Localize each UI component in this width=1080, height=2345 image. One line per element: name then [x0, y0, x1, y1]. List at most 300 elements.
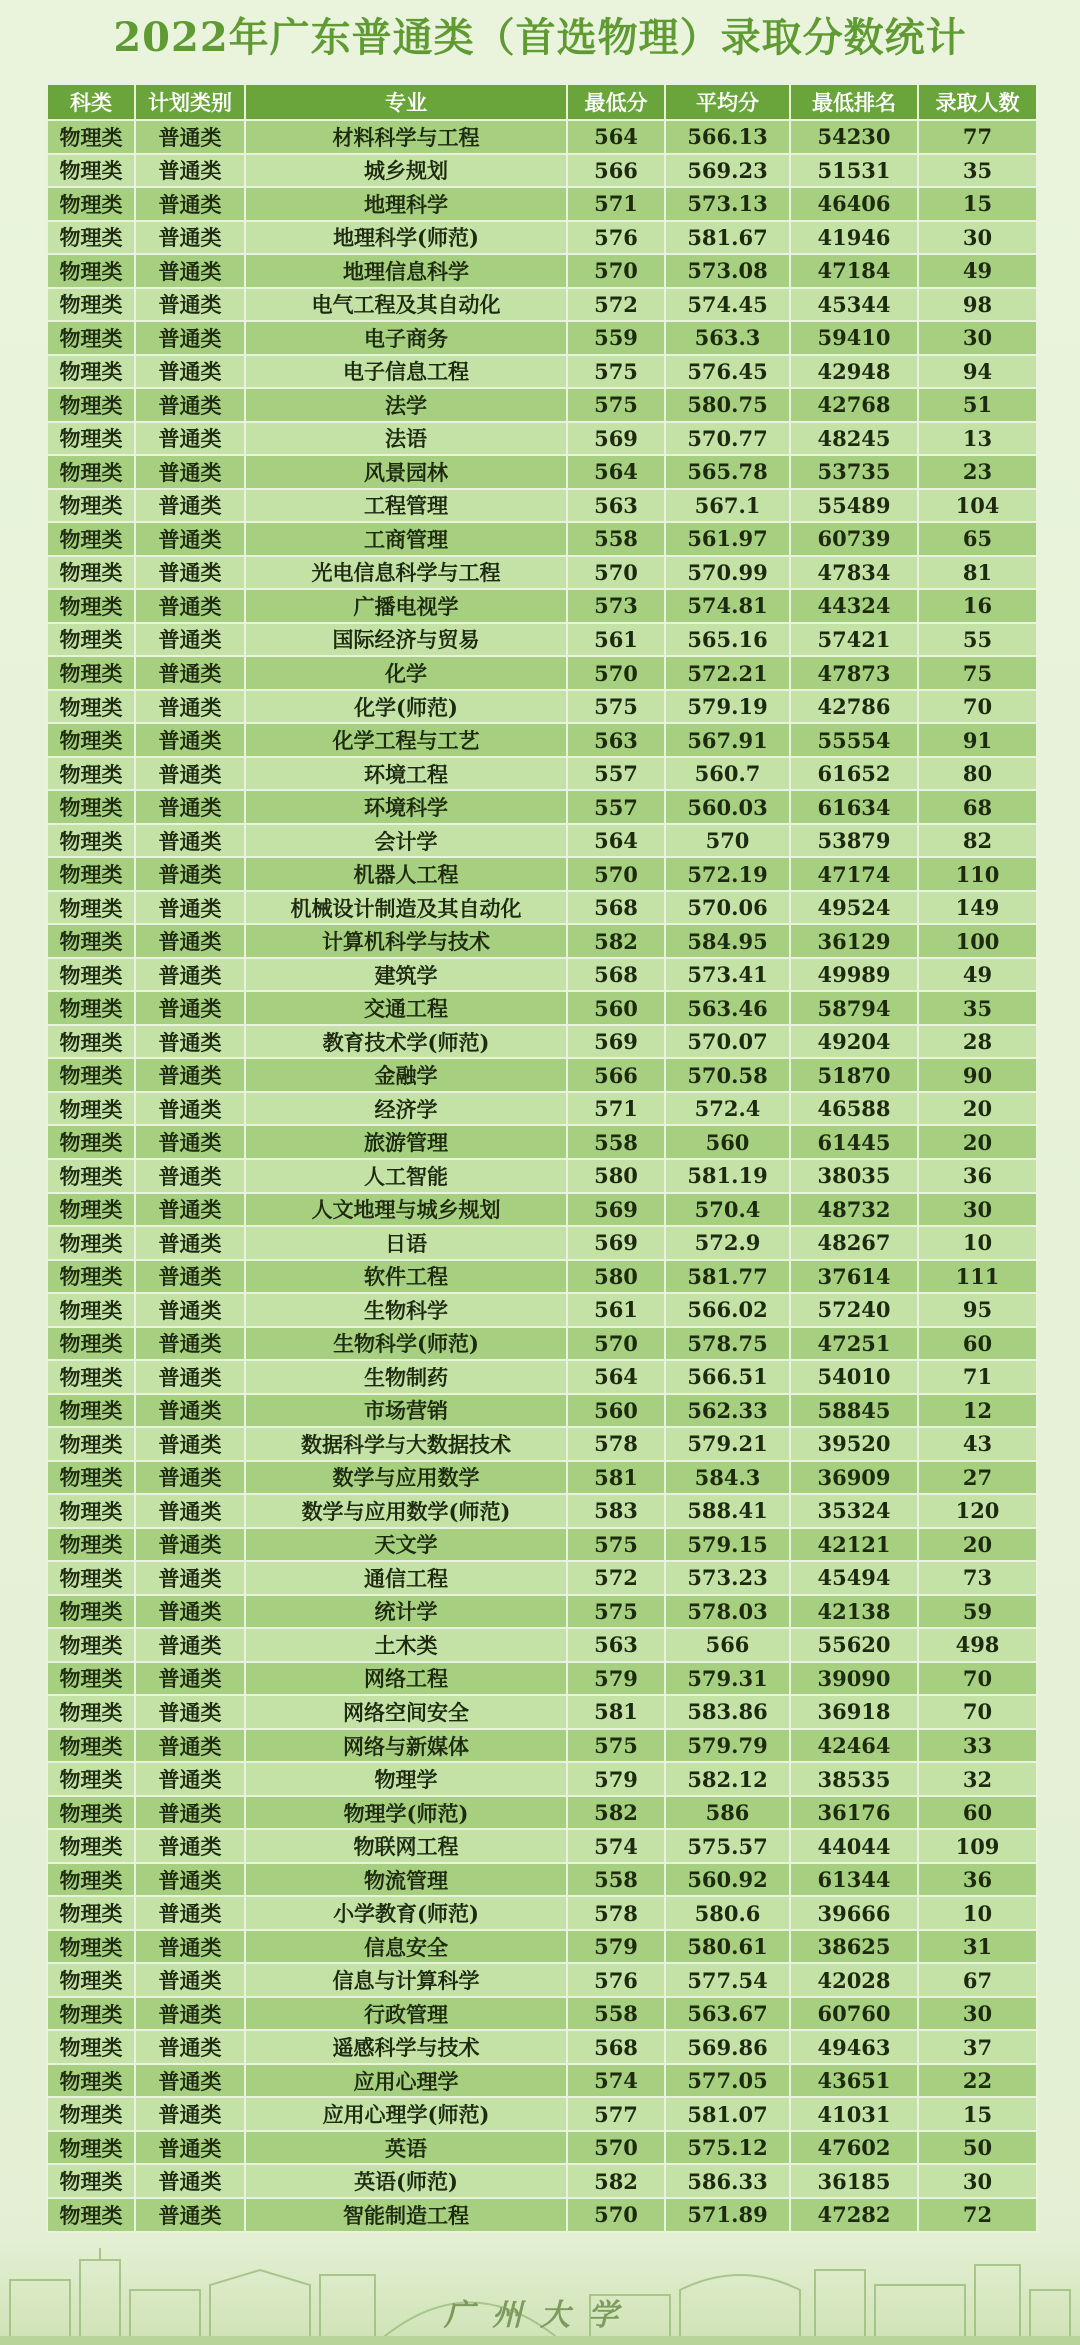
min-score-cell: 580	[567, 1260, 665, 1294]
avg-score-cell: 582.12	[665, 1762, 790, 1796]
subject-type-cell: 物理类	[47, 1729, 135, 1763]
major-cell: 数学与应用数学(师范)	[245, 1494, 567, 1528]
admitted-count-cell: 28	[918, 1025, 1037, 1059]
admitted-count-cell: 30	[918, 1193, 1037, 1227]
table-row	[47, 690, 1037, 724]
min-rank-cell: 37614	[790, 1260, 918, 1294]
avg-score-cell: 566.02	[665, 1293, 790, 1327]
table-row	[47, 1125, 1037, 1159]
table-row	[47, 1829, 1037, 1863]
min-rank-cell: 42786	[790, 690, 918, 724]
admitted-count-cell: 498	[918, 1628, 1037, 1662]
subject-type-cell: 物理类	[47, 154, 135, 188]
plan-type-cell: 普通类	[135, 388, 245, 422]
min-rank-cell: 42464	[790, 1729, 918, 1763]
subject-type-cell: 物理类	[47, 1159, 135, 1193]
table-row	[47, 1997, 1037, 2031]
table-row	[47, 924, 1037, 958]
min-rank-cell: 36185	[790, 2164, 918, 2198]
min-rank-cell: 38625	[790, 1930, 918, 1964]
plan-type-cell: 普通类	[135, 221, 245, 255]
avg-score-cell: 579.19	[665, 690, 790, 724]
major-cell: 地理信息科学	[245, 254, 567, 288]
subject-type-cell: 物理类	[47, 1327, 135, 1361]
avg-score-cell: 571.89	[665, 2198, 790, 2232]
subject-type-cell: 物理类	[47, 2131, 135, 2165]
subject-type-cell: 物理类	[47, 321, 135, 355]
min-rank-cell: 44044	[790, 1829, 918, 1863]
subject-type-cell: 物理类	[47, 2064, 135, 2098]
major-cell: 城乡规划	[245, 154, 567, 188]
major-cell: 数学与应用数学	[245, 1461, 567, 1495]
admitted-count-cell: 80	[918, 757, 1037, 791]
table-row	[47, 1327, 1037, 1361]
avg-score-cell: 577.05	[665, 2064, 790, 2098]
plan-type-cell: 普通类	[135, 2064, 245, 2098]
table-row	[47, 1394, 1037, 1428]
avg-score-cell: 584.95	[665, 924, 790, 958]
min-score-cell: 561	[567, 623, 665, 657]
min-score-cell: 569	[567, 422, 665, 456]
subject-type-cell: 物理类	[47, 1796, 135, 1830]
major-cell: 电子商务	[245, 321, 567, 355]
subject-type-cell: 物理类	[47, 221, 135, 255]
plan-type-cell: 普通类	[135, 690, 245, 724]
avg-score-cell: 572.19	[665, 857, 790, 891]
table-row	[47, 857, 1037, 891]
min-rank-cell: 46406	[790, 187, 918, 221]
subject-type-cell: 物理类	[47, 690, 135, 724]
subject-type-cell: 物理类	[47, 857, 135, 891]
table-row	[47, 221, 1037, 255]
avg-score-cell: 565.16	[665, 623, 790, 657]
major-cell: 法学	[245, 388, 567, 422]
table-row	[47, 1729, 1037, 1763]
min-rank-cell: 51531	[790, 154, 918, 188]
table-row	[47, 1662, 1037, 1696]
min-rank-cell: 59410	[790, 321, 918, 355]
avg-score-cell: 573.08	[665, 254, 790, 288]
subject-type-cell: 物理类	[47, 1930, 135, 1964]
subject-type-cell: 物理类	[47, 1963, 135, 1997]
table-row	[47, 1360, 1037, 1394]
plan-type-cell: 普通类	[135, 1695, 245, 1729]
major-cell: 日语	[245, 1226, 567, 1260]
min-rank-cell: 61445	[790, 1125, 918, 1159]
avg-score-cell: 565.78	[665, 455, 790, 489]
table-row	[47, 254, 1037, 288]
avg-score-cell: 573.41	[665, 958, 790, 992]
table-row	[47, 1092, 1037, 1126]
admitted-count-cell: 95	[918, 1293, 1037, 1327]
major-cell: 行政管理	[245, 1997, 567, 2031]
subject-type-cell: 物理类	[47, 1125, 135, 1159]
min-rank-cell: 55620	[790, 1628, 918, 1662]
plan-type-cell: 普通类	[135, 1528, 245, 1562]
subject-type-cell: 物理类	[47, 355, 135, 389]
plan-type-cell: 普通类	[135, 1327, 245, 1361]
admitted-count-cell: 71	[918, 1360, 1037, 1394]
table-row	[47, 288, 1037, 322]
table-row	[47, 1896, 1037, 1930]
table-row	[47, 1595, 1037, 1629]
campus-skyline-footer	[0, 2240, 1080, 2345]
major-cell: 英语(师范)	[245, 2164, 567, 2198]
major-cell: 软件工程	[245, 1260, 567, 1294]
admitted-count-cell: 109	[918, 1829, 1037, 1863]
min-score-cell: 564	[567, 1360, 665, 1394]
major-cell: 法语	[245, 422, 567, 456]
major-cell: 工商管理	[245, 522, 567, 556]
plan-type-cell: 普通类	[135, 1595, 245, 1629]
table-row	[47, 2064, 1037, 2098]
subject-type-cell: 物理类	[47, 1260, 135, 1294]
min-score-cell: 564	[567, 120, 665, 154]
major-cell: 数据科学与大数据技术	[245, 1427, 567, 1461]
plan-type-cell: 普通类	[135, 1662, 245, 1696]
min-score-cell: 570	[567, 1327, 665, 1361]
min-rank-cell: 61652	[790, 757, 918, 791]
table-row	[47, 2097, 1037, 2131]
major-cell: 化学工程与工艺	[245, 723, 567, 757]
admitted-count-cell: 33	[918, 1729, 1037, 1763]
admitted-count-cell: 110	[918, 857, 1037, 891]
avg-score-cell: 570	[665, 824, 790, 858]
subject-type-cell: 物理类	[47, 522, 135, 556]
plan-type-cell: 普通类	[135, 1260, 245, 1294]
plan-type-cell: 普通类	[135, 2198, 245, 2232]
min-rank-cell: 39520	[790, 1427, 918, 1461]
table-row	[47, 355, 1037, 389]
table-row	[47, 757, 1037, 791]
min-score-cell: 581	[567, 1695, 665, 1729]
table-row	[47, 1461, 1037, 1495]
major-cell: 天文学	[245, 1528, 567, 1562]
table-row	[47, 1427, 1037, 1461]
plan-type-cell: 普通类	[135, 1997, 245, 2031]
plan-type-cell: 普通类	[135, 154, 245, 188]
major-cell: 机械设计制造及其自动化	[245, 891, 567, 925]
avg-score-cell: 578.75	[665, 1327, 790, 1361]
min-score-cell: 564	[567, 824, 665, 858]
major-cell: 物流管理	[245, 1863, 567, 1897]
plan-type-cell: 普通类	[135, 891, 245, 925]
min-score-cell: 557	[567, 790, 665, 824]
avg-score-cell: 586	[665, 1796, 790, 1830]
min-score-cell: 569	[567, 1025, 665, 1059]
min-score-cell: 558	[567, 1125, 665, 1159]
admitted-count-cell: 32	[918, 1762, 1037, 1796]
plan-type-cell: 普通类	[135, 924, 245, 958]
subject-type-cell: 物理类	[47, 757, 135, 791]
avg-score-cell: 560	[665, 1125, 790, 1159]
major-cell: 电子信息工程	[245, 355, 567, 389]
subject-type-cell: 物理类	[47, 1360, 135, 1394]
min-rank-cell: 47282	[790, 2198, 918, 2232]
admitted-count-cell: 30	[918, 221, 1037, 255]
min-rank-cell: 46588	[790, 1092, 918, 1126]
table-row	[47, 321, 1037, 355]
table-row	[47, 1963, 1037, 1997]
major-cell: 物联网工程	[245, 1829, 567, 1863]
subject-type-cell: 物理类	[47, 422, 135, 456]
min-score-cell: 568	[567, 958, 665, 992]
admitted-count-cell: 49	[918, 958, 1037, 992]
admitted-count-cell: 70	[918, 1695, 1037, 1729]
plan-type-cell: 普通类	[135, 422, 245, 456]
subject-type-cell: 物理类	[47, 991, 135, 1025]
min-rank-cell: 41031	[790, 2097, 918, 2131]
min-rank-cell: 45344	[790, 288, 918, 322]
admitted-count-cell: 20	[918, 1125, 1037, 1159]
subject-type-cell: 物理类	[47, 1863, 135, 1897]
min-rank-cell: 60760	[790, 1997, 918, 2031]
min-rank-cell: 36909	[790, 1461, 918, 1495]
min-rank-cell: 55554	[790, 723, 918, 757]
admitted-count-cell: 72	[918, 2198, 1037, 2232]
min-score-cell: 575	[567, 690, 665, 724]
min-rank-cell: 41946	[790, 221, 918, 255]
min-score-cell: 577	[567, 2097, 665, 2131]
subject-type-cell: 物理类	[47, 1829, 135, 1863]
subject-type-cell: 物理类	[47, 1997, 135, 2031]
avg-score-cell: 581.77	[665, 1260, 790, 1294]
plan-type-cell: 普通类	[135, 824, 245, 858]
avg-score-cell: 569.86	[665, 2030, 790, 2064]
subject-type-cell: 物理类	[47, 1394, 135, 1428]
major-cell: 环境工程	[245, 757, 567, 791]
table-row	[47, 1025, 1037, 1059]
subject-type-cell: 物理类	[47, 790, 135, 824]
major-cell: 地理科学(师范)	[245, 221, 567, 255]
min-rank-cell: 58794	[790, 991, 918, 1025]
admitted-count-cell: 65	[918, 522, 1037, 556]
subject-type-cell: 物理类	[47, 2030, 135, 2064]
min-rank-cell: 45494	[790, 1561, 918, 1595]
avg-score-cell: 579.79	[665, 1729, 790, 1763]
plan-type-cell: 普通类	[135, 1729, 245, 1763]
admitted-count-cell: 70	[918, 690, 1037, 724]
min-score-cell: 560	[567, 991, 665, 1025]
min-rank-cell: 36129	[790, 924, 918, 958]
admitted-count-cell: 55	[918, 623, 1037, 657]
avg-score-cell: 586.33	[665, 2164, 790, 2198]
subject-type-cell: 物理类	[47, 2164, 135, 2198]
plan-type-cell: 普通类	[135, 1025, 245, 1059]
col-header-min-rank: 最低排名	[790, 84, 918, 120]
min-score-cell: 560	[567, 1394, 665, 1428]
plan-type-cell: 普通类	[135, 1394, 245, 1428]
subject-type-cell: 物理类	[47, 2097, 135, 2131]
admitted-count-cell: 90	[918, 1058, 1037, 1092]
table-header-row	[47, 84, 1037, 120]
major-cell: 生物制药	[245, 1360, 567, 1394]
table-row	[47, 790, 1037, 824]
col-header-subject-type: 科类	[47, 84, 135, 120]
table-row	[47, 1260, 1037, 1294]
subject-type-cell: 物理类	[47, 1461, 135, 1495]
plan-type-cell: 普通类	[135, 455, 245, 489]
plan-type-cell: 普通类	[135, 556, 245, 590]
plan-type-cell: 普通类	[135, 1762, 245, 1796]
major-cell: 生物科学	[245, 1293, 567, 1327]
admitted-count-cell: 10	[918, 1226, 1037, 1260]
avg-score-cell: 574.45	[665, 288, 790, 322]
admitted-count-cell: 20	[918, 1092, 1037, 1126]
min-rank-cell: 61634	[790, 790, 918, 824]
avg-score-cell: 584.3	[665, 1461, 790, 1495]
plan-type-cell: 普通类	[135, 1058, 245, 1092]
admitted-count-cell: 94	[918, 355, 1037, 389]
subject-type-cell: 物理类	[47, 1092, 135, 1126]
table-row	[47, 824, 1037, 858]
plan-type-cell: 普通类	[135, 355, 245, 389]
admitted-count-cell: 20	[918, 1528, 1037, 1562]
admitted-count-cell: 120	[918, 1494, 1037, 1528]
avg-score-cell: 570.58	[665, 1058, 790, 1092]
admitted-count-cell: 60	[918, 1796, 1037, 1830]
subject-type-cell: 物理类	[47, 1695, 135, 1729]
major-cell: 土木类	[245, 1628, 567, 1662]
min-score-cell: 576	[567, 221, 665, 255]
plan-type-cell: 普通类	[135, 723, 245, 757]
plan-type-cell: 普通类	[135, 623, 245, 657]
plan-type-cell: 普通类	[135, 1159, 245, 1193]
subject-type-cell: 物理类	[47, 2198, 135, 2232]
avg-score-cell: 570.06	[665, 891, 790, 925]
min-score-cell: 570	[567, 254, 665, 288]
subject-type-cell: 物理类	[47, 489, 135, 523]
min-rank-cell: 43651	[790, 2064, 918, 2098]
table-row	[47, 154, 1037, 188]
plan-type-cell: 普通类	[135, 1796, 245, 1830]
subject-type-cell: 物理类	[47, 1427, 135, 1461]
min-rank-cell: 47873	[790, 656, 918, 690]
table-row	[47, 422, 1037, 456]
table-row	[47, 522, 1037, 556]
plan-type-cell: 普通类	[135, 656, 245, 690]
table-row	[47, 1695, 1037, 1729]
subject-type-cell: 物理类	[47, 556, 135, 590]
table-row	[47, 2198, 1037, 2232]
admitted-count-cell: 36	[918, 1159, 1037, 1193]
avg-score-cell: 579.31	[665, 1662, 790, 1696]
admitted-count-cell: 59	[918, 1595, 1037, 1629]
min-rank-cell: 48267	[790, 1226, 918, 1260]
min-rank-cell: 36176	[790, 1796, 918, 1830]
table-row	[47, 1930, 1037, 1964]
table-row	[47, 2164, 1037, 2198]
plan-type-cell: 普通类	[135, 1293, 245, 1327]
min-score-cell: 579	[567, 1762, 665, 1796]
min-rank-cell: 48732	[790, 1193, 918, 1227]
min-score-cell: 564	[567, 455, 665, 489]
subject-type-cell: 物理类	[47, 1293, 135, 1327]
col-header-min-score: 最低分	[567, 84, 665, 120]
subject-type-cell: 物理类	[47, 1528, 135, 1562]
plan-type-cell: 普通类	[135, 2030, 245, 2064]
min-score-cell: 571	[567, 187, 665, 221]
major-cell: 统计学	[245, 1595, 567, 1629]
table-row	[47, 388, 1037, 422]
table-row	[47, 656, 1037, 690]
plan-type-cell: 普通类	[135, 321, 245, 355]
major-cell: 广播电视学	[245, 589, 567, 623]
admitted-count-cell: 43	[918, 1427, 1037, 1461]
min-rank-cell: 57240	[790, 1293, 918, 1327]
avg-score-cell: 570.4	[665, 1193, 790, 1227]
min-score-cell: 563	[567, 489, 665, 523]
table-row	[47, 1762, 1037, 1796]
table-row	[47, 1193, 1037, 1227]
min-score-cell: 575	[567, 355, 665, 389]
min-rank-cell: 47184	[790, 254, 918, 288]
min-score-cell: 572	[567, 288, 665, 322]
major-cell: 生物科学(师范)	[245, 1327, 567, 1361]
min-score-cell: 574	[567, 1829, 665, 1863]
min-score-cell: 563	[567, 1628, 665, 1662]
avg-score-cell: 566.51	[665, 1360, 790, 1394]
admitted-count-cell: 37	[918, 2030, 1037, 2064]
admitted-count-cell: 10	[918, 1896, 1037, 1930]
min-rank-cell: 53735	[790, 455, 918, 489]
plan-type-cell: 普通类	[135, 991, 245, 1025]
plan-type-cell: 普通类	[135, 120, 245, 154]
major-cell: 网络工程	[245, 1662, 567, 1696]
min-rank-cell: 57421	[790, 623, 918, 657]
plan-type-cell: 普通类	[135, 2097, 245, 2131]
plan-type-cell: 普通类	[135, 790, 245, 824]
admitted-count-cell: 60	[918, 1327, 1037, 1361]
min-score-cell: 582	[567, 1796, 665, 1830]
table-row	[47, 120, 1037, 154]
min-score-cell: 582	[567, 2164, 665, 2198]
major-cell: 光电信息科学与工程	[245, 556, 567, 590]
admitted-count-cell: 13	[918, 422, 1037, 456]
avg-score-cell: 581.19	[665, 1159, 790, 1193]
table-row	[47, 1863, 1037, 1897]
avg-score-cell: 569.23	[665, 154, 790, 188]
min-score-cell: 581	[567, 1461, 665, 1495]
min-score-cell: 557	[567, 757, 665, 791]
major-cell: 机器人工程	[245, 857, 567, 891]
admitted-count-cell: 81	[918, 556, 1037, 590]
min-rank-cell: 42138	[790, 1595, 918, 1629]
admitted-count-cell: 111	[918, 1260, 1037, 1294]
table-row	[47, 1159, 1037, 1193]
subject-type-cell: 物理类	[47, 1193, 135, 1227]
plan-type-cell: 普通类	[135, 2131, 245, 2165]
min-rank-cell: 54230	[790, 120, 918, 154]
subject-type-cell: 物理类	[47, 891, 135, 925]
plan-type-cell: 普通类	[135, 1628, 245, 1662]
min-score-cell: 570	[567, 857, 665, 891]
major-cell: 交通工程	[245, 991, 567, 1025]
major-cell: 电气工程及其自动化	[245, 288, 567, 322]
avg-score-cell: 572.21	[665, 656, 790, 690]
major-cell: 计算机科学与技术	[245, 924, 567, 958]
admitted-count-cell: 50	[918, 2131, 1037, 2165]
avg-score-cell: 563.46	[665, 991, 790, 1025]
min-score-cell: 580	[567, 1159, 665, 1193]
subject-type-cell: 物理类	[47, 1561, 135, 1595]
admitted-count-cell: 75	[918, 656, 1037, 690]
avg-score-cell: 566.13	[665, 120, 790, 154]
table-row	[47, 1226, 1037, 1260]
col-header-admitted-count: 录取人数	[918, 84, 1037, 120]
plan-type-cell: 普通类	[135, 1561, 245, 1595]
major-cell: 小学教育(师范)	[245, 1896, 567, 1930]
